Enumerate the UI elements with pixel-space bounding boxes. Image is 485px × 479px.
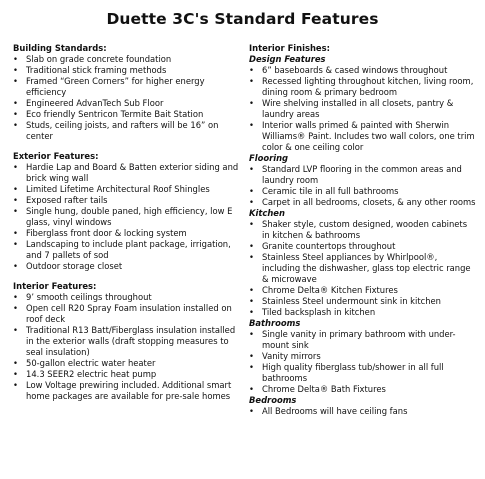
- interior-features-section: [13, 281, 240, 402]
- list-item: • Single hung, double paned, high efficiency, low E glass, vinyl windows: [13, 206, 240, 228]
- list-item: • Granite countertops throughout: [249, 241, 477, 252]
- list-item: • All Bedrooms will have ceiling fans: [249, 406, 477, 417]
- flooring-group: [249, 153, 477, 208]
- list-item: • Stainless Steel appliances by Whirlpool®, including the dishwasher, glass top electric range & microwave: [249, 252, 477, 285]
- feature-list: [249, 219, 477, 318]
- list-item: • Standard LVP flooring in the common areas and laundry room: [249, 164, 477, 186]
- list-item: • Engineered AdvanTech Sub Floor: [13, 98, 240, 109]
- list-item: • Vanity mirrors: [249, 351, 477, 362]
- subsection-heading: Kitchen: [249, 208, 285, 218]
- bathrooms-group: [249, 318, 477, 395]
- feature-list: [249, 406, 477, 417]
- list-item: • Low Voltage prewiring included. Additional smart home packages are available for pre-sale homes: [13, 380, 240, 402]
- list-item: • Single vanity in primary bathroom with under-mount sink: [249, 329, 477, 351]
- kitchen-group: [249, 208, 477, 318]
- list-item: • Stainless Steel undermount sink in kitchen: [249, 296, 477, 307]
- list-item: • Eco friendly Sentricon Termite Bait Station: [13, 109, 240, 120]
- list-item: • Traditional stick framing methods: [13, 65, 240, 76]
- subsection-heading: Design Features: [249, 54, 326, 64]
- list-item: • Fiberglass front door & locking system: [13, 228, 240, 239]
- feature-list: [13, 54, 240, 142]
- list-item: • Carpet in all bedrooms, closets, & any other rooms: [249, 197, 477, 208]
- list-item: • Ceramic tile in all full bathrooms: [249, 186, 477, 197]
- feature-list: [13, 162, 240, 272]
- list-item: • Hardie Lap and Board & Batten exterior siding and brick wing wall: [13, 162, 240, 184]
- feature-list: [249, 164, 477, 208]
- list-item: • Wire shelving installed in all closets, pantry & laundry areas: [249, 98, 477, 120]
- design-features-group: [249, 54, 477, 153]
- section-heading: Interior Features:: [13, 281, 97, 291]
- list-item: • Landscaping to include plant package, irrigation, and 7 pallets of sod: [13, 239, 240, 261]
- list-item: • Slab on grade concrete foundation: [13, 54, 240, 65]
- list-item: • 14.3 SEER2 electric heat pump: [13, 369, 240, 380]
- subsection-heading: Flooring: [249, 153, 289, 163]
- building-standards-section: [13, 43, 240, 142]
- feature-list: [249, 65, 477, 153]
- list-item: • Framed “Green Corners” for higher energy efficiency: [13, 76, 240, 98]
- list-item: • 50-gallon electric water heater: [13, 358, 240, 369]
- section-heading: Exterior Features:: [13, 151, 99, 161]
- list-item: • Studs, ceiling joists, and rafters will be 16” on center: [13, 120, 240, 142]
- list-item: • Interior walls primed & painted with Sherwin Williams® Paint. Includes two wall colors, one trim color & one ceiling color: [249, 120, 477, 153]
- list-item: • Exposed rafter tails: [13, 195, 240, 206]
- list-item: • 6” baseboards & cased windows throughout: [249, 65, 477, 76]
- right-column: [249, 43, 477, 417]
- page-title: Duette 3C's Standard Features: [106, 10, 379, 28]
- list-item: • Traditional R13 Batt/Fiberglass insulation installed in the exterior walls (draft stopping measures to seal insulation): [13, 325, 240, 358]
- list-item: • Limited Lifetime Architectural Roof Shingles: [13, 184, 240, 195]
- list-item: • Tiled backsplash in kitchen: [249, 307, 477, 318]
- exterior-features-section: [13, 151, 240, 272]
- list-item: • Chrome Delta® Kitchen Fixtures: [249, 285, 477, 296]
- list-item: • Recessed lighting throughout kitchen, living room, dining room & primary bedroom: [249, 76, 477, 98]
- left-column: [13, 43, 240, 411]
- section-heading: Interior Finishes:: [249, 43, 330, 53]
- list-item: • Open cell R20 Spray Foam insulation installed on roof deck: [13, 303, 240, 325]
- list-item: • Chrome Delta® Bath Fixtures: [249, 384, 477, 395]
- list-item: • 9’ smooth ceilings throughout: [13, 292, 240, 303]
- feature-list: [13, 292, 240, 402]
- section-heading: Building Standards:: [13, 43, 107, 53]
- list-item: • Shaker style, custom designed, wooden cabinets in kitchen & bathrooms: [249, 219, 477, 241]
- subsection-heading: Bathrooms: [249, 318, 301, 328]
- feature-list: [249, 329, 477, 395]
- list-item: • Outdoor storage closet: [13, 261, 240, 272]
- subsection-heading: Bedrooms: [249, 395, 297, 405]
- list-item: • High quality fiberglass tub/shower in all full bathrooms: [249, 362, 477, 384]
- bedrooms-group: [249, 395, 477, 417]
